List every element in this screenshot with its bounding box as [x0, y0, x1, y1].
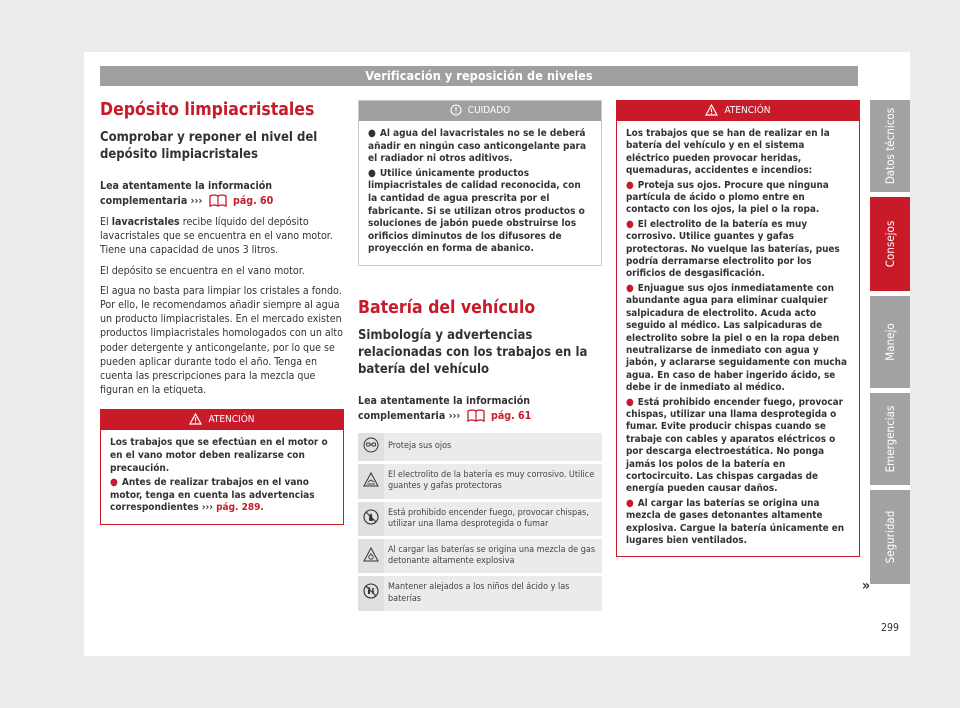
page-link-61[interactable]: pág. 61: [491, 409, 532, 422]
continue-marker: »: [862, 578, 871, 594]
table-row: Al cargar las baterías se origina una mezcla de gas detonante altamente explosiva: [358, 537, 602, 574]
book-icon: [209, 193, 227, 211]
tab-emergencias[interactable]: Emergencias: [870, 393, 910, 485]
tab-seguridad[interactable]: Seguridad: [870, 490, 910, 584]
page-number: 299: [880, 622, 900, 634]
column-1: [100, 100, 344, 525]
warning-bullet: ● Al cargar las baterías se origina una mezcla de gases detonantes altamente explosiva. Cargue la batería únicamente en lugares bien ventilados.: [626, 497, 845, 546]
chapter-header: Verificación y reposición de niveles: [100, 66, 858, 86]
explosive-warning-icon: [358, 537, 384, 574]
warning-text: Los trabajos que se efectúan en el motor o en el vano motor deben realizarse con precaución.: [110, 437, 328, 474]
warning-intro: Los trabajos que se han de realizar en la batería del vehículo y en el sistema eléctrico pueden provocar heridas, quemaduras, accidentes e incendios:: [626, 128, 830, 177]
warning-box: [616, 100, 860, 557]
column-2: [358, 100, 602, 611]
warning-bullet: ● Antes de realizar trabajos en el vano motor, tenga en cuenta las advertencias correspondientes ››› pág. 289.: [110, 477, 315, 514]
paragraph: El depósito se encuentra en el vano motor.: [100, 264, 305, 277]
info-circle-icon: [450, 104, 462, 124]
warning-bullet: ● El electrolito de la batería es muy corrosivo. Utilice guantes y gafas protectoras. No vuelque las baterías, pues podría derramarse electrolito por los orificios de desgasificación.: [626, 218, 840, 280]
section-title-washer: Depósito limpiacristales: [100, 100, 315, 120]
tab-manejo[interactable]: Manejo: [870, 296, 910, 388]
paragraph: El lavacristales recibe líquido del depósito lavacristales que se encuentra en el vano motor. Tiene una capacidad de unos 3 litros.: [100, 216, 333, 257]
caution-box: [358, 100, 602, 266]
warning-header: ATENCIÓN: [617, 101, 859, 121]
caution-bullet: ● Al agua del lavacristales no se le deberá añadir en ningún caso anticongelante para el radiador ni otros aditivos.: [368, 128, 587, 165]
battery-symbols-table: [358, 430, 602, 611]
goggles-icon: [358, 431, 384, 462]
page-link-289[interactable]: pág. 289.: [216, 502, 264, 514]
table-row: El electrolito de la batería es muy corrosivo. Utilice guantes y gafas protectoras: [358, 463, 602, 500]
warning-bullet: ● Está prohibido encender fuego, provocar chispas, utilizar una llama desprotegida o fumar. Evite producir chispas cuando se trabaje con cables y aparatos eléctricos o por descarga electroestática. No ponga jamás los polos de la batería en cortocircuito. Las chispas cargadas de energía pueden causar daños.: [626, 396, 843, 495]
caution-bullet: ● Utilice únicamente productos limpiacristales de calidad reconocida, con la cantidad de agua prescrita por el fabricante. Si se utilizan otros productos o soluciones de jabón puede obstruirse los orificios diminutos de los difusores de proyección en forma de abanico.: [368, 167, 585, 255]
warning-triangle-icon: [189, 413, 202, 433]
no-fire-icon: [358, 500, 384, 537]
table-row: Proteja sus ojos: [358, 431, 602, 462]
no-children-icon: [358, 575, 384, 611]
warning-triangle-icon: [705, 104, 718, 124]
cross-reference: Lea atentamente la información complementaria ››› pág. 61: [358, 394, 602, 426]
tab-datos-tecnicos[interactable]: Datos técnicos: [870, 100, 910, 192]
caution-header: CUIDADO: [359, 101, 601, 121]
page-link-60[interactable]: pág. 60: [233, 195, 274, 207]
paragraph: El agua no basta para limpiar los cristales a fondo. Por ello, le recomendamos añadir siempre al agua un producto limpiacristales. En el mercado existen productos limpiacristales homologados con un alto poder detergente y anticongelante, por lo que se pueden aplicar durante todo el año. Tenga en cuenta las prescripciones para la mezcla que figuran en la etiqueta.: [100, 284, 343, 397]
cross-reference: Lea atentamente la información complementaria ››› pág. 60: [100, 179, 344, 211]
warning-box: [100, 409, 344, 525]
subsection-title-battery: Simbología y advertencias relacionadas con los trabajos en la batería del vehículo: [358, 327, 588, 377]
column-3: [616, 100, 860, 557]
book-icon: [467, 408, 485, 426]
warning-bullet: ● Enjuague sus ojos inmediatamente con abundante agua para eliminar cualquier salpicadura de electrolito. Acuda acto seguido al médico. Las salpicaduras de electrolito sobre la piel o en la ropa deben neutralizarse de inmediato con agua y jabón, y aclararse seguidamente con mucha agua. En caso de haber ingerido ácido, se debe ir de inmediato al médico.: [626, 282, 847, 394]
tab-consejos[interactable]: Consejos: [870, 197, 910, 291]
warning-header: ATENCIÓN: [101, 410, 343, 430]
warning-bullet: ● Proteja sus ojos. Procure que ninguna partícula de ácido o plomo entre en contacto con los ojos, la piel o la ropa.: [626, 179, 829, 216]
subsection-title-washer: Comprobar y reponer el nivel del depósito limpiacristales: [100, 130, 318, 162]
section-title-battery: Batería del vehículo: [358, 297, 536, 318]
table-row: Está prohibido encender fuego, provocar chispas, utilizar una llama desprotegida o fumar: [358, 500, 602, 537]
table-row: Mantener alejados a los niños del ácido y las baterías: [358, 575, 602, 611]
corrosive-warning-icon: [358, 463, 384, 500]
